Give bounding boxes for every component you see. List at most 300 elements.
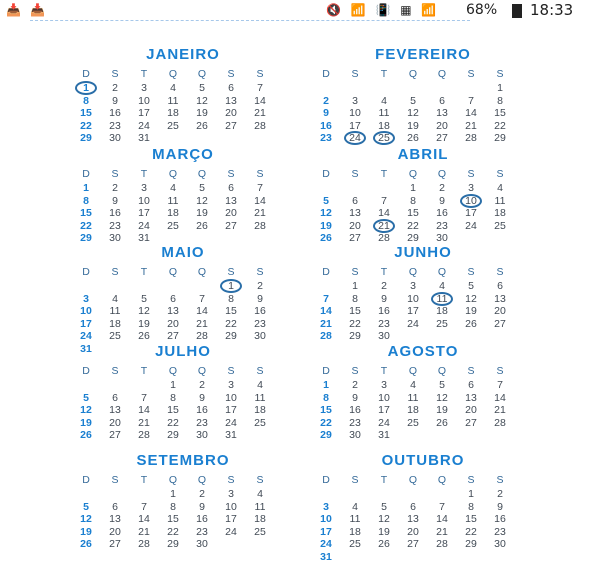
- calendar-day[interactable]: 12: [80, 404, 92, 416]
- calendar-day[interactable]: 17: [138, 207, 150, 219]
- calendar-day[interactable]: 7: [199, 292, 205, 305]
- calendar-day[interactable]: 27: [436, 132, 448, 144]
- calendar-day[interactable]: 11: [254, 391, 266, 404]
- calendar-day[interactable]: 1: [410, 182, 416, 194]
- calendar-day[interactable]: 2: [112, 182, 118, 194]
- calendar-day[interactable]: 23: [109, 119, 121, 132]
- calendar-day[interactable]: 16: [378, 305, 390, 317]
- calendar-day[interactable]: 8: [410, 194, 416, 207]
- calendar-day[interactable]: 12: [196, 94, 208, 107]
- calendar-day[interactable]: 4: [170, 182, 176, 194]
- calendar-day[interactable]: 7: [141, 500, 147, 513]
- calendar-day[interactable]: 27: [167, 330, 179, 342]
- calendar-day[interactable]: 22: [494, 119, 506, 132]
- calendar-day[interactable]: 25: [167, 119, 179, 132]
- calendar-day[interactable]: 15: [167, 404, 179, 416]
- calendar-day[interactable]: 23: [109, 219, 121, 232]
- calendar-day[interactable]: 1: [352, 280, 358, 292]
- calendar-day[interactable]: 5: [199, 82, 205, 94]
- calendar-day[interactable]: 26: [320, 232, 332, 244]
- calendar-day[interactable]: 20: [225, 107, 237, 119]
- calendar-day[interactable]: 14: [138, 513, 150, 525]
- calendar-day[interactable]: 23: [254, 317, 266, 330]
- calendar-day[interactable]: 1: [83, 82, 89, 94]
- calendar-day[interactable]: 7: [257, 82, 263, 94]
- calendar-day[interactable]: 3: [83, 292, 89, 305]
- calendar-day[interactable]: 6: [112, 500, 118, 513]
- calendar-day[interactable]: 27: [407, 538, 419, 550]
- calendar-day[interactable]: 21: [196, 317, 208, 330]
- calendar-day[interactable]: 12: [138, 305, 150, 317]
- calendar-day[interactable]: 13: [436, 107, 448, 119]
- calendar-day[interactable]: 15: [167, 513, 179, 525]
- calendar-day[interactable]: 16: [436, 207, 448, 219]
- calendar-day[interactable]: 25: [378, 132, 390, 144]
- calendar-day[interactable]: 26: [407, 132, 419, 144]
- calendar-day[interactable]: 9: [497, 500, 503, 513]
- calendar-day[interactable]: 22: [80, 119, 92, 132]
- calendar-day[interactable]: 26: [378, 538, 390, 550]
- calendar-day[interactable]: 24: [138, 119, 150, 132]
- calendar-day[interactable]: 3: [352, 94, 358, 107]
- calendar-day[interactable]: 28: [254, 219, 266, 232]
- calendar-day[interactable]: 29: [320, 429, 332, 441]
- calendar-day[interactable]: 16: [196, 513, 208, 525]
- calendar-day[interactable]: 7: [141, 391, 147, 404]
- calendar-day[interactable]: 20: [465, 404, 477, 416]
- calendar-day[interactable]: 6: [352, 194, 358, 207]
- calendar-day[interactable]: 27: [494, 317, 506, 330]
- calendar-day[interactable]: 24: [407, 317, 419, 330]
- calendar-day[interactable]: 29: [225, 330, 237, 342]
- calendar-day[interactable]: 26: [80, 538, 92, 550]
- calendar-day[interactable]: 29: [167, 538, 179, 550]
- calendar-day[interactable]: 2: [352, 379, 358, 391]
- calendar-day[interactable]: 24: [378, 416, 390, 429]
- calendar-day[interactable]: 9: [112, 94, 118, 107]
- calendar-day[interactable]: 1: [323, 379, 329, 391]
- calendar-day[interactable]: 5: [468, 280, 474, 292]
- calendar-day[interactable]: 9: [323, 107, 329, 119]
- calendar-day[interactable]: 24: [138, 219, 150, 232]
- calendar-day[interactable]: 3: [141, 182, 147, 194]
- calendar-day[interactable]: 4: [257, 488, 263, 500]
- calendar-day[interactable]: 20: [109, 525, 121, 538]
- calendar-day[interactable]: 20: [436, 119, 448, 132]
- calendar-day[interactable]: 20: [109, 416, 121, 429]
- calendar-day[interactable]: 14: [254, 194, 266, 207]
- calendar-day[interactable]: 28: [138, 429, 150, 441]
- calendar-day[interactable]: 17: [80, 317, 92, 330]
- calendar-day[interactable]: 2: [199, 488, 205, 500]
- calendar-day[interactable]: 30: [196, 538, 208, 550]
- calendar-day[interactable]: 7: [439, 500, 445, 513]
- calendar-day[interactable]: 14: [320, 305, 332, 317]
- calendar-day[interactable]: 13: [225, 94, 237, 107]
- calendar-day[interactable]: 7: [497, 379, 503, 391]
- calendar-day[interactable]: 26: [465, 317, 477, 330]
- calendar-day[interactable]: 19: [320, 219, 332, 232]
- calendar-day[interactable]: 28: [138, 538, 150, 550]
- calendar-day[interactable]: 6: [228, 82, 234, 94]
- calendar-day[interactable]: 19: [436, 404, 448, 416]
- calendar-day[interactable]: 7: [257, 182, 263, 194]
- calendar-day[interactable]: 27: [109, 429, 121, 441]
- calendar-day[interactable]: 4: [170, 82, 176, 94]
- calendar-day[interactable]: 4: [497, 182, 503, 194]
- calendar-day[interactable]: 15: [80, 107, 92, 119]
- calendar-day[interactable]: 3: [468, 182, 474, 194]
- calendar-day[interactable]: 17: [378, 404, 390, 416]
- calendar-day[interactable]: 9: [381, 292, 387, 305]
- calendar-day[interactable]: 27: [349, 232, 361, 244]
- calendar-day[interactable]: 11: [349, 513, 361, 525]
- calendar-day[interactable]: 24: [225, 525, 237, 538]
- calendar-day[interactable]: 3: [323, 500, 329, 513]
- calendar-day[interactable]: 2: [257, 280, 263, 292]
- calendar-day[interactable]: 26: [196, 219, 208, 232]
- calendar-day[interactable]: 5: [323, 194, 329, 207]
- calendar-day[interactable]: 17: [225, 404, 237, 416]
- calendar-day[interactable]: 25: [349, 538, 361, 550]
- calendar-day[interactable]: 7: [381, 194, 387, 207]
- calendar-day[interactable]: 13: [465, 391, 477, 404]
- calendar-day[interactable]: 24: [320, 538, 332, 550]
- calendar-day[interactable]: 8: [323, 391, 329, 404]
- calendar-day[interactable]: 18: [167, 107, 179, 119]
- calendar-day[interactable]: 18: [167, 207, 179, 219]
- calendar-day[interactable]: 17: [465, 207, 477, 219]
- calendar-day[interactable]: 10: [80, 305, 92, 317]
- calendar-day[interactable]: 9: [199, 391, 205, 404]
- calendar-day[interactable]: 25: [494, 219, 506, 232]
- calendar-day[interactable]: 10: [465, 194, 477, 207]
- calendar-day[interactable]: 13: [494, 292, 506, 305]
- calendar-day[interactable]: 28: [196, 330, 208, 342]
- calendar-day[interactable]: 14: [494, 391, 506, 404]
- calendar-day[interactable]: 16: [494, 513, 506, 525]
- calendar-day[interactable]: 10: [349, 107, 361, 119]
- calendar-day[interactable]: 8: [83, 194, 89, 207]
- calendar-day[interactable]: 16: [320, 119, 332, 132]
- calendar-day[interactable]: 25: [407, 416, 419, 429]
- calendar-day[interactable]: 12: [436, 391, 448, 404]
- calendar-day[interactable]: 12: [407, 107, 419, 119]
- calendar-day[interactable]: 6: [410, 500, 416, 513]
- calendar-day[interactable]: 18: [254, 404, 266, 416]
- calendar-day[interactable]: 10: [225, 500, 237, 513]
- calendar-day[interactable]: 30: [378, 330, 390, 342]
- calendar-day[interactable]: 3: [410, 280, 416, 292]
- calendar-day[interactable]: 10: [320, 513, 332, 525]
- calendar-day[interactable]: 10: [138, 194, 150, 207]
- calendar-day[interactable]: 22: [167, 416, 179, 429]
- calendar-day[interactable]: 7: [323, 292, 329, 305]
- calendar-day[interactable]: 30: [196, 429, 208, 441]
- calendar-day[interactable]: 22: [167, 525, 179, 538]
- calendar-day[interactable]: 9: [199, 500, 205, 513]
- calendar-day[interactable]: 30: [254, 330, 266, 342]
- calendar-day[interactable]: 12: [320, 207, 332, 219]
- calendar-day[interactable]: 11: [254, 500, 266, 513]
- calendar-day[interactable]: 8: [170, 500, 176, 513]
- calendar-day[interactable]: 26: [436, 416, 448, 429]
- calendar-day[interactable]: 14: [436, 513, 448, 525]
- calendar-day[interactable]: 20: [225, 207, 237, 219]
- calendar-day[interactable]: 1: [228, 280, 234, 292]
- calendar-day[interactable]: 31: [225, 429, 237, 441]
- calendar-day[interactable]: 18: [349, 525, 361, 538]
- calendar-day[interactable]: 19: [407, 119, 419, 132]
- calendar-day[interactable]: 20: [494, 305, 506, 317]
- calendar-day[interactable]: 6: [112, 391, 118, 404]
- calendar-day[interactable]: 23: [494, 525, 506, 538]
- calendar-day[interactable]: 27: [465, 416, 477, 429]
- calendar-day[interactable]: 8: [352, 292, 358, 305]
- calendar-day[interactable]: 5: [199, 182, 205, 194]
- calendar-day[interactable]: 24: [225, 416, 237, 429]
- calendar-day[interactable]: 28: [320, 330, 332, 342]
- calendar-day[interactable]: 8: [228, 292, 234, 305]
- calendar-day[interactable]: 13: [407, 513, 419, 525]
- calendar-day[interactable]: 6: [228, 182, 234, 194]
- calendar-day[interactable]: 11: [436, 292, 448, 305]
- calendar-day[interactable]: 2: [199, 379, 205, 391]
- calendar-day[interactable]: 8: [468, 500, 474, 513]
- calendar-day[interactable]: 18: [436, 305, 448, 317]
- calendar-day[interactable]: 5: [439, 379, 445, 391]
- calendar-day[interactable]: 29: [494, 132, 506, 144]
- calendar-day[interactable]: 8: [497, 94, 503, 107]
- calendar-day[interactable]: 2: [381, 280, 387, 292]
- calendar-day[interactable]: 4: [112, 292, 118, 305]
- calendar-day[interactable]: 22: [225, 317, 237, 330]
- calendar-day[interactable]: 13: [349, 207, 361, 219]
- calendar-day[interactable]: 20: [407, 525, 419, 538]
- calendar-day[interactable]: 31: [378, 429, 390, 441]
- calendar-day[interactable]: 11: [167, 94, 179, 107]
- calendar-day[interactable]: 28: [494, 416, 506, 429]
- calendar-day[interactable]: 23: [378, 317, 390, 330]
- calendar-day[interactable]: 1: [83, 182, 89, 194]
- calendar-day[interactable]: 29: [407, 232, 419, 244]
- calendar-day[interactable]: 15: [465, 513, 477, 525]
- calendar-day[interactable]: 17: [320, 525, 332, 538]
- calendar-day[interactable]: 24: [465, 219, 477, 232]
- calendar-day[interactable]: 30: [109, 232, 121, 244]
- calendar-day[interactable]: 14: [465, 107, 477, 119]
- calendar-day[interactable]: 9: [257, 292, 263, 305]
- calendar-day[interactable]: 5: [83, 391, 89, 404]
- calendar-day[interactable]: 27: [225, 219, 237, 232]
- calendar-day[interactable]: 19: [138, 317, 150, 330]
- calendar-day[interactable]: 17: [349, 119, 361, 132]
- calendar-day[interactable]: 15: [320, 404, 332, 416]
- calendar-day[interactable]: 15: [80, 207, 92, 219]
- calendar-day[interactable]: 21: [494, 404, 506, 416]
- calendar-day[interactable]: 26: [80, 429, 92, 441]
- calendar-day[interactable]: 4: [410, 379, 416, 391]
- calendar-day[interactable]: 19: [196, 107, 208, 119]
- calendar-day[interactable]: 23: [349, 416, 361, 429]
- calendar-day[interactable]: 22: [320, 416, 332, 429]
- calendar-day[interactable]: 16: [254, 305, 266, 317]
- calendar-day[interactable]: 2: [112, 82, 118, 94]
- calendar-day[interactable]: 4: [257, 379, 263, 391]
- calendar-day[interactable]: 11: [167, 194, 179, 207]
- calendar-day[interactable]: 2: [439, 182, 445, 194]
- calendar-day[interactable]: 26: [196, 119, 208, 132]
- calendar-day[interactable]: 21: [378, 219, 390, 232]
- calendar-day[interactable]: 19: [465, 305, 477, 317]
- calendar-day[interactable]: 26: [138, 330, 150, 342]
- calendar-day[interactable]: 13: [109, 404, 121, 416]
- calendar-day[interactable]: 31: [80, 342, 92, 355]
- calendar-day[interactable]: 5: [141, 292, 147, 305]
- calendar-day[interactable]: 6: [497, 280, 503, 292]
- calendar-day[interactable]: 15: [494, 107, 506, 119]
- calendar-day[interactable]: 20: [349, 219, 361, 232]
- calendar-day[interactable]: 25: [254, 525, 266, 538]
- calendar-day[interactable]: 25: [167, 219, 179, 232]
- calendar-day[interactable]: 6: [439, 94, 445, 107]
- calendar-day[interactable]: 10: [378, 391, 390, 404]
- calendar-day[interactable]: 3: [228, 379, 234, 391]
- calendar-day[interactable]: 23: [196, 416, 208, 429]
- calendar-day[interactable]: 27: [225, 119, 237, 132]
- calendar-day[interactable]: 2: [497, 488, 503, 500]
- calendar-day[interactable]: 4: [439, 280, 445, 292]
- calendar-day[interactable]: 14: [378, 207, 390, 219]
- calendar-day[interactable]: 22: [407, 219, 419, 232]
- calendar-day[interactable]: 22: [349, 317, 361, 330]
- calendar-day[interactable]: 17: [407, 305, 419, 317]
- calendar-day[interactable]: 4: [352, 500, 358, 513]
- calendar-day[interactable]: 22: [80, 219, 92, 232]
- calendar-day[interactable]: 23: [436, 219, 448, 232]
- calendar-day[interactable]: 21: [138, 416, 150, 429]
- calendar-day[interactable]: 8: [83, 94, 89, 107]
- calendar-day[interactable]: 25: [254, 416, 266, 429]
- calendar-day[interactable]: 3: [381, 379, 387, 391]
- calendar-day[interactable]: 2: [323, 94, 329, 107]
- calendar-day[interactable]: 30: [349, 429, 361, 441]
- calendar-day[interactable]: 4: [381, 94, 387, 107]
- calendar-day[interactable]: 9: [352, 391, 358, 404]
- calendar-day[interactable]: 10: [407, 292, 419, 305]
- calendar-day[interactable]: 1: [170, 488, 176, 500]
- calendar-day[interactable]: 25: [109, 330, 121, 342]
- calendar-day[interactable]: 13: [225, 194, 237, 207]
- calendar-day[interactable]: 9: [112, 194, 118, 207]
- calendar-day[interactable]: 13: [109, 513, 121, 525]
- calendar-day[interactable]: 14: [138, 404, 150, 416]
- calendar-day[interactable]: 1: [497, 82, 503, 94]
- calendar-day[interactable]: 28: [436, 538, 448, 550]
- calendar-day[interactable]: 12: [465, 292, 477, 305]
- calendar-day[interactable]: 21: [138, 525, 150, 538]
- calendar-day[interactable]: 18: [254, 513, 266, 525]
- calendar-day[interactable]: 18: [378, 119, 390, 132]
- calendar-day[interactable]: 24: [349, 132, 361, 144]
- calendar-day[interactable]: 18: [407, 404, 419, 416]
- calendar-day[interactable]: 25: [436, 317, 448, 330]
- calendar-day[interactable]: 21: [254, 107, 266, 119]
- calendar-day[interactable]: 15: [349, 305, 361, 317]
- calendar-day[interactable]: 28: [465, 132, 477, 144]
- calendar-day[interactable]: 15: [407, 207, 419, 219]
- calendar-day[interactable]: 23: [320, 132, 332, 144]
- calendar-day[interactable]: 19: [80, 525, 92, 538]
- calendar-day[interactable]: 28: [378, 232, 390, 244]
- calendar-day[interactable]: 13: [167, 305, 179, 317]
- calendar-day[interactable]: 27: [109, 538, 121, 550]
- calendar-day[interactable]: 5: [381, 500, 387, 513]
- calendar-day[interactable]: 21: [254, 207, 266, 219]
- calendar-day[interactable]: 11: [109, 305, 121, 317]
- calendar-day[interactable]: 30: [436, 232, 448, 244]
- calendar-day[interactable]: 8: [170, 391, 176, 404]
- calendar-day[interactable]: 6: [468, 379, 474, 391]
- calendar-day[interactable]: 31: [138, 132, 150, 144]
- calendar-day[interactable]: 19: [196, 207, 208, 219]
- calendar-day[interactable]: 15: [225, 305, 237, 317]
- calendar-day[interactable]: 24: [80, 330, 92, 342]
- calendar-day[interactable]: 12: [80, 513, 92, 525]
- calendar-day[interactable]: 19: [80, 416, 92, 429]
- calendar-day[interactable]: 31: [320, 550, 332, 563]
- calendar-day[interactable]: 1: [170, 379, 176, 391]
- calendar-day[interactable]: 28: [254, 119, 266, 132]
- calendar-day[interactable]: 18: [494, 207, 506, 219]
- calendar-day[interactable]: 14: [254, 94, 266, 107]
- calendar-day[interactable]: 12: [196, 194, 208, 207]
- calendar-day[interactable]: 16: [109, 207, 121, 219]
- calendar-day[interactable]: 17: [225, 513, 237, 525]
- calendar-day[interactable]: 19: [378, 525, 390, 538]
- calendar-day[interactable]: 11: [378, 107, 390, 119]
- calendar-day[interactable]: 7: [468, 94, 474, 107]
- calendar-day[interactable]: 10: [225, 391, 237, 404]
- calendar-day[interactable]: 12: [378, 513, 390, 525]
- calendar-day[interactable]: 5: [410, 94, 416, 107]
- calendar-day[interactable]: 1: [468, 488, 474, 500]
- calendar-day[interactable]: 18: [109, 317, 121, 330]
- calendar-day[interactable]: 21: [320, 317, 332, 330]
- calendar-day[interactable]: 10: [138, 94, 150, 107]
- calendar-day[interactable]: 11: [494, 194, 506, 207]
- calendar-day[interactable]: 30: [109, 132, 121, 144]
- calendar-day[interactable]: 29: [167, 429, 179, 441]
- calendar-day[interactable]: 30: [494, 538, 506, 550]
- calendar-day[interactable]: 9: [439, 194, 445, 207]
- calendar-day[interactable]: 29: [80, 132, 92, 144]
- calendar-day[interactable]: 6: [170, 292, 176, 305]
- calendar-day[interactable]: 3: [141, 82, 147, 94]
- calendar-day[interactable]: 14: [196, 305, 208, 317]
- calendar-day[interactable]: 20: [167, 317, 179, 330]
- calendar-day[interactable]: 17: [138, 107, 150, 119]
- calendar-day[interactable]: 21: [465, 119, 477, 132]
- calendar-day[interactable]: 29: [80, 232, 92, 244]
- calendar-day[interactable]: 21: [436, 525, 448, 538]
- calendar-day[interactable]: 29: [349, 330, 361, 342]
- calendar-day[interactable]: 16: [196, 404, 208, 416]
- calendar-day[interactable]: 16: [109, 107, 121, 119]
- calendar-day[interactable]: 5: [83, 500, 89, 513]
- calendar-day[interactable]: 3: [228, 488, 234, 500]
- calendar-day[interactable]: 23: [196, 525, 208, 538]
